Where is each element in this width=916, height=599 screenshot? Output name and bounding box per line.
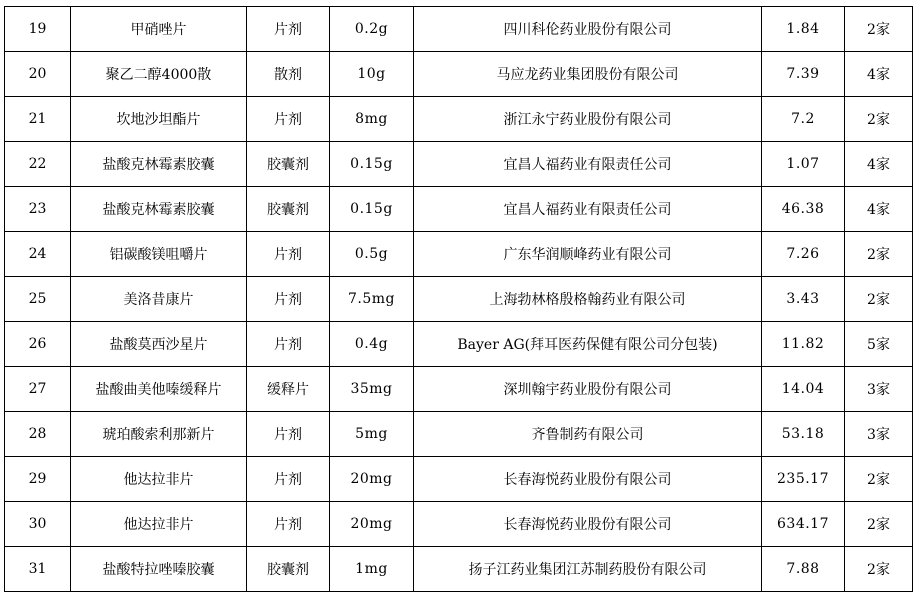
drug-name-cell: 美洛昔康片 xyxy=(71,277,247,322)
row-number-cell: 31 xyxy=(5,547,71,592)
dosage-form-cell: 片剂 xyxy=(247,97,330,142)
manufacturer-cell: 长春海悦药业股份有限公司 xyxy=(414,457,762,502)
drug-name-cell: 盐酸曲美他嗪缓释片 xyxy=(71,367,247,412)
price-cell: 634.17 xyxy=(762,502,845,547)
price-cell: 14.04 xyxy=(762,367,845,412)
price-cell: 7.88 xyxy=(762,547,845,592)
dosage-form-cell: 片剂 xyxy=(247,457,330,502)
specification-cell: 5mg xyxy=(330,412,414,457)
row-number-cell: 29 xyxy=(5,457,71,502)
table-row xyxy=(5,367,913,412)
manufacturer-cell: 宜昌人福药业有限责任公司 xyxy=(414,187,762,232)
table-row xyxy=(5,457,913,502)
drug-name-cell: 他达拉非片 xyxy=(71,457,247,502)
supplier-count-cell: 2家 xyxy=(845,7,913,52)
table-row xyxy=(5,277,913,322)
specification-cell: 20mg xyxy=(330,457,414,502)
row-number-cell: 20 xyxy=(5,52,71,97)
specification-cell: 0.2g xyxy=(330,7,414,52)
specification-cell: 35mg xyxy=(330,367,414,412)
row-number-cell: 25 xyxy=(5,277,71,322)
row-number-cell: 21 xyxy=(5,97,71,142)
table-row xyxy=(5,7,913,52)
table-body xyxy=(5,7,913,592)
table-row xyxy=(5,412,913,457)
manufacturer-cell: 深圳翰宇药业股份有限公司 xyxy=(414,367,762,412)
supplier-count-cell: 4家 xyxy=(845,52,913,97)
drug-name-cell: 盐酸特拉唑嗪胶囊 xyxy=(71,547,247,592)
dosage-form-cell: 胶囊剂 xyxy=(247,187,330,232)
supplier-count-cell: 2家 xyxy=(845,502,913,547)
specification-cell: 10g xyxy=(330,52,414,97)
table-row xyxy=(5,187,913,232)
table-row xyxy=(5,322,913,367)
manufacturer-cell: 广东华润顺峰药业有限公司 xyxy=(414,232,762,277)
specification-cell: 0.5g xyxy=(330,232,414,277)
price-cell: 7.39 xyxy=(762,52,845,97)
supplier-count-cell: 2家 xyxy=(845,277,913,322)
manufacturer-cell: 马应龙药业集团股份有限公司 xyxy=(414,52,762,97)
row-number-cell: 27 xyxy=(5,367,71,412)
dosage-form-cell: 片剂 xyxy=(247,7,330,52)
price-cell: 3.43 xyxy=(762,277,845,322)
drug-name-cell: 铝碳酸镁咀嚼片 xyxy=(71,232,247,277)
price-cell: 1.84 xyxy=(762,7,845,52)
table-row xyxy=(5,502,913,547)
specification-cell: 20mg xyxy=(330,502,414,547)
manufacturer-cell: Bayer AG(拜耳医药保健有限公司分包装) xyxy=(414,322,762,367)
row-number-cell: 24 xyxy=(5,232,71,277)
drug-name-cell: 盐酸莫西沙星片 xyxy=(71,322,247,367)
row-number-cell: 30 xyxy=(5,502,71,547)
dosage-form-cell: 片剂 xyxy=(247,502,330,547)
specification-cell: 1mg xyxy=(330,547,414,592)
manufacturer-cell: 上海勃林格殷格翰药业有限公司 xyxy=(414,277,762,322)
specification-cell: 7.5mg xyxy=(330,277,414,322)
price-cell: 7.2 xyxy=(762,97,845,142)
manufacturer-cell: 扬子江药业集团江苏制药股份有限公司 xyxy=(414,547,762,592)
drug-price-table xyxy=(4,6,913,592)
supplier-count-cell: 4家 xyxy=(845,187,913,232)
manufacturer-cell: 齐鲁制药有限公司 xyxy=(414,412,762,457)
manufacturer-cell: 宜昌人福药业有限责任公司 xyxy=(414,142,762,187)
table-row xyxy=(5,142,913,187)
dosage-form-cell: 缓释片 xyxy=(247,367,330,412)
supplier-count-cell: 4家 xyxy=(845,142,913,187)
manufacturer-cell: 长春海悦药业股份有限公司 xyxy=(414,502,762,547)
row-number-cell: 19 xyxy=(5,7,71,52)
drug-name-cell: 甲硝唑片 xyxy=(71,7,247,52)
price-cell: 7.26 xyxy=(762,232,845,277)
supplier-count-cell: 2家 xyxy=(845,547,913,592)
supplier-count-cell: 2家 xyxy=(845,97,913,142)
specification-cell: 0.4g xyxy=(330,322,414,367)
dosage-form-cell: 胶囊剂 xyxy=(247,142,330,187)
table-row xyxy=(5,97,913,142)
price-cell: 46.38 xyxy=(762,187,845,232)
supplier-count-cell: 3家 xyxy=(845,412,913,457)
specification-cell: 8mg xyxy=(330,97,414,142)
row-number-cell: 23 xyxy=(5,187,71,232)
price-cell: 11.82 xyxy=(762,322,845,367)
specification-cell: 0.15g xyxy=(330,187,414,232)
price-cell: 53.18 xyxy=(762,412,845,457)
price-cell: 1.07 xyxy=(762,142,845,187)
price-cell: 235.17 xyxy=(762,457,845,502)
row-number-cell: 28 xyxy=(5,412,71,457)
supplier-count-cell: 3家 xyxy=(845,367,913,412)
manufacturer-cell: 四川科伦药业股份有限公司 xyxy=(414,7,762,52)
drug-name-cell: 坎地沙坦酯片 xyxy=(71,97,247,142)
dosage-form-cell: 片剂 xyxy=(247,277,330,322)
dosage-form-cell: 片剂 xyxy=(247,232,330,277)
specification-cell: 0.15g xyxy=(330,142,414,187)
dosage-form-cell: 片剂 xyxy=(247,322,330,367)
dosage-form-cell: 胶囊剂 xyxy=(247,547,330,592)
dosage-form-cell: 片剂 xyxy=(247,412,330,457)
row-number-cell: 22 xyxy=(5,142,71,187)
supplier-count-cell: 2家 xyxy=(845,457,913,502)
supplier-count-cell: 2家 xyxy=(845,232,913,277)
drug-name-cell: 琥珀酸索利那新片 xyxy=(71,412,247,457)
table-row xyxy=(5,232,913,277)
dosage-form-cell: 散剂 xyxy=(247,52,330,97)
table-row xyxy=(5,52,913,97)
supplier-count-cell: 5家 xyxy=(845,322,913,367)
row-number-cell: 26 xyxy=(5,322,71,367)
drug-name-cell: 盐酸克林霉素胶囊 xyxy=(71,187,247,232)
drug-name-cell: 他达拉非片 xyxy=(71,502,247,547)
manufacturer-cell: 浙江永宁药业股份有限公司 xyxy=(414,97,762,142)
table-row xyxy=(5,547,913,592)
drug-name-cell: 聚乙二醇4000散 xyxy=(71,52,247,97)
drug-name-cell: 盐酸克林霉素胶囊 xyxy=(71,142,247,187)
